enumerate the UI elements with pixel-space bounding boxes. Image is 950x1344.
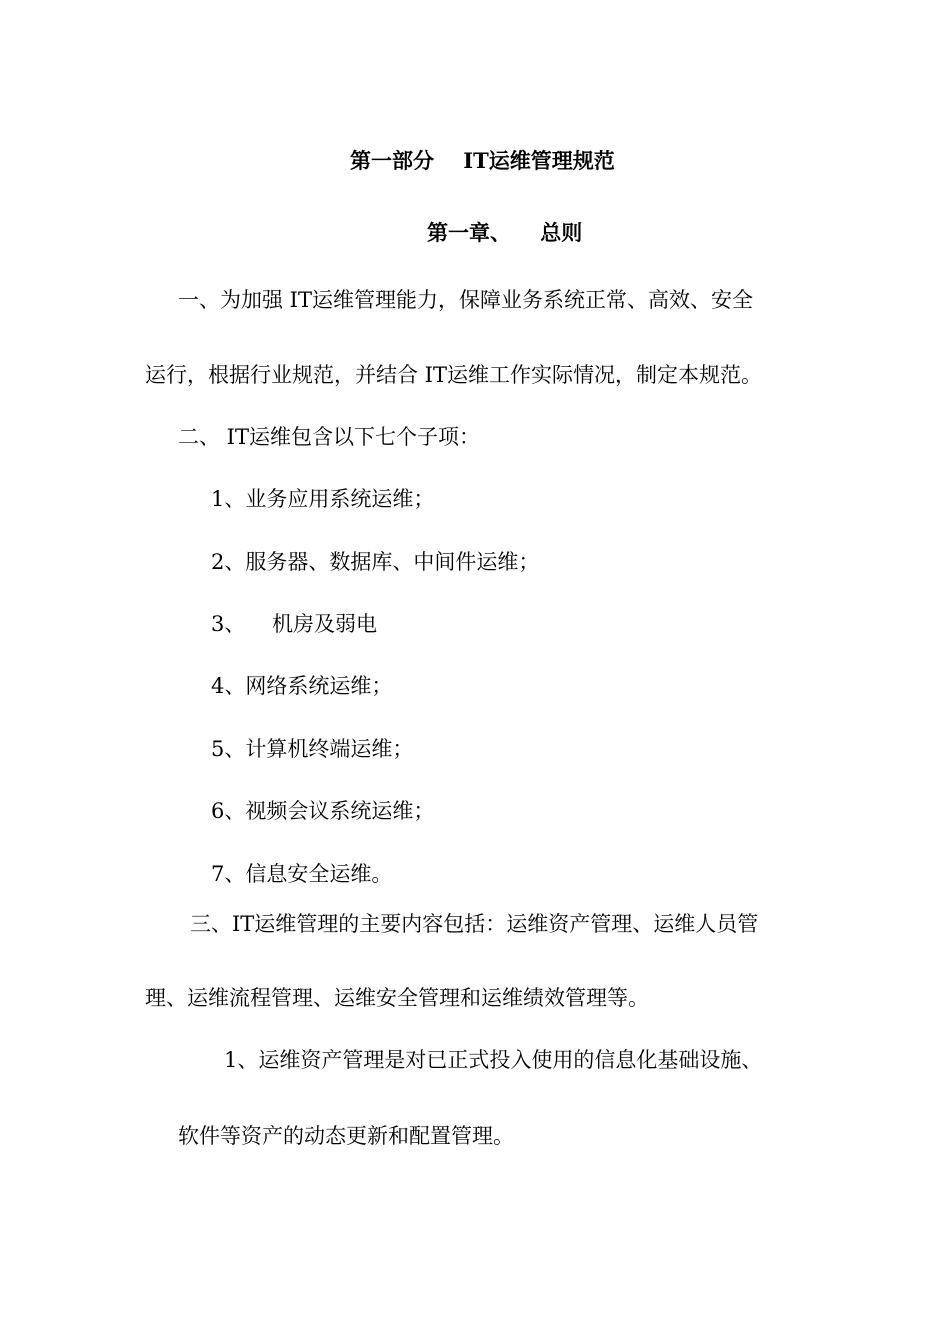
list-item: 2、服务器、数据库、中间件运维； (211, 550, 540, 574)
paragraph-3-line-2: 理、运维流程管理、运维安全管理和运维绩效管理等。 (145, 986, 649, 1010)
list-item: 7、信息安全运维。 (211, 862, 393, 886)
list-item: 3、 机房及弱电 (211, 612, 378, 636)
list-item: 6、视频会议系统运维； (211, 799, 435, 823)
paragraph-2-heading: 二、 IT运维包含以下七个子项： (178, 425, 480, 449)
list-item: 5、计算机终端运维； (211, 737, 414, 761)
paragraph-1-line-1: 一、为加强 IT运维管理能力，保障业务系统正常、高效、安全 (178, 288, 753, 312)
paragraph-1-line-2: 运行，根据行业规范，并结合 IT运维工作实际情况，制定本规范。 (145, 363, 762, 387)
subsection-1-line-1: 1、运维资产管理是对已正式投入使用的信息化基础设施、 (224, 1048, 763, 1072)
list-item: 4、网络系统运维； (211, 674, 393, 698)
paragraph-3-line-1: 三、IT运维管理的主要内容包括：运维资产管理、运维人员管 (190, 912, 759, 936)
list-item: 1、业务应用系统运维； (211, 487, 435, 511)
chapter-title: 第一章、 总则 (427, 220, 583, 245)
subsection-1-line-2: 软件等资产的动态更新和配置管理。 (178, 1124, 514, 1148)
part-title: 第一部分 IT运维管理规范 (350, 148, 615, 173)
